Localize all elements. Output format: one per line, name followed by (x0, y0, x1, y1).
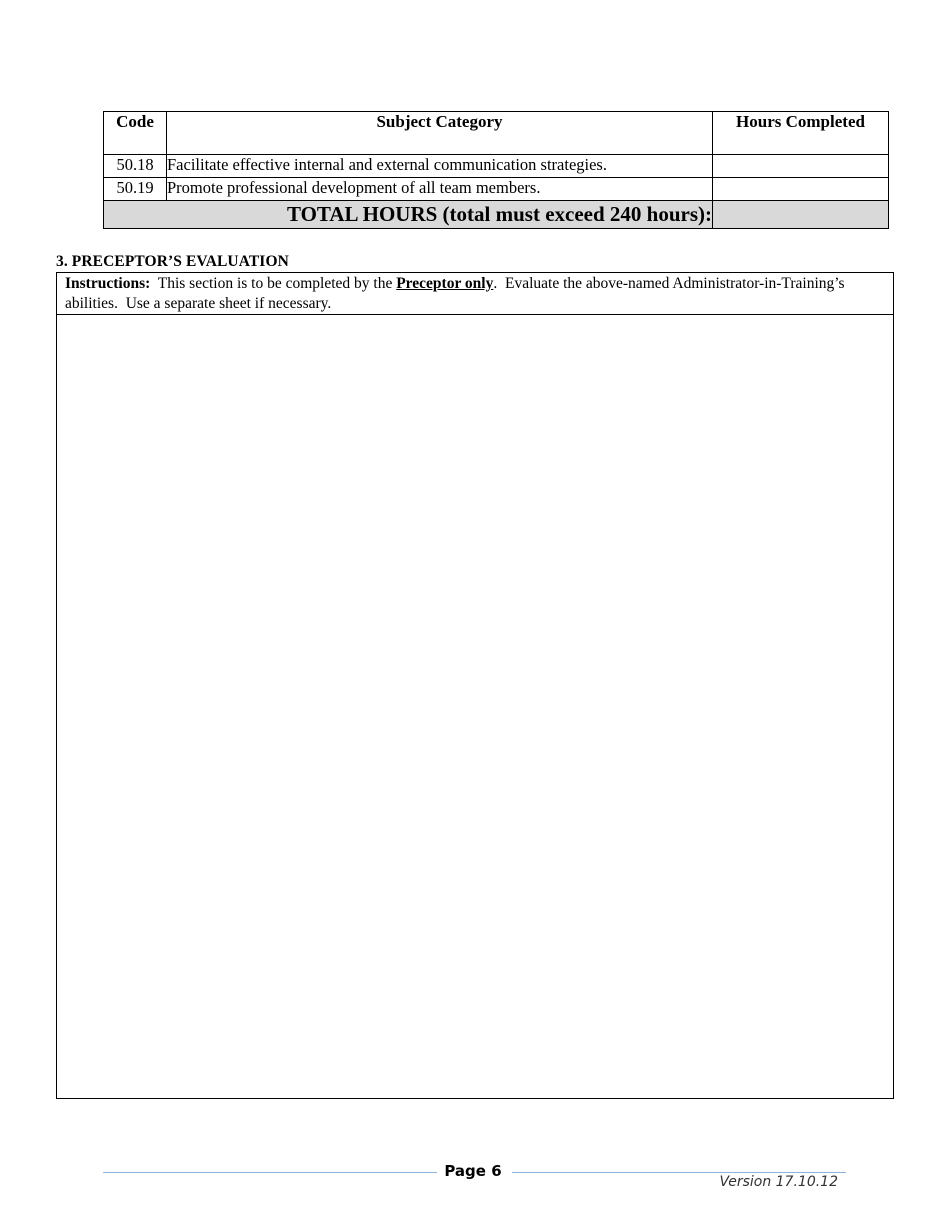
instructions-lead: Instructions: (65, 275, 151, 292)
row-subject: Promote professional development of all team members. (167, 178, 713, 201)
footer-rule-right (512, 1172, 846, 1173)
page-number: Page 6 (444, 1162, 502, 1180)
table-row (104, 178, 889, 201)
row-code: 50.18 (104, 155, 167, 178)
footer-rule-left (103, 1172, 437, 1173)
version-label: Version 17.10.12 (719, 1174, 838, 1190)
subject-category-header: Subject Category (167, 112, 713, 155)
instructions-text-after: . Evaluate the above-named Administrator-in-Training’s abilities. Use a separate sheet if necessary. (65, 275, 849, 312)
table-row (104, 155, 889, 178)
instructions-text-before: This section is to be completed by the (150, 275, 397, 292)
section-title: 3. PRECEPTOR’S EVALUATION (56, 253, 289, 270)
total-hours-input[interactable] (713, 201, 889, 229)
hours-table (103, 111, 889, 229)
instructions-emphasis: Preceptor only (396, 275, 494, 292)
evaluation-box (56, 272, 894, 1099)
code-header: Code (104, 112, 167, 155)
table-header-row (104, 112, 889, 155)
instructions (57, 273, 893, 315)
hours-completed-header: Hours Completed (713, 112, 889, 155)
total-row (104, 201, 889, 229)
row-subject: Facilitate effective internal and external communication strategies. (167, 155, 713, 178)
total-hours-label: TOTAL HOURS (total must exceed 240 hours): (104, 201, 713, 229)
row-hours-input[interactable] (713, 155, 889, 178)
row-hours-input[interactable] (713, 178, 889, 201)
row-code: 50.19 (104, 178, 167, 201)
evaluation-response-area[interactable] (57, 315, 893, 1098)
